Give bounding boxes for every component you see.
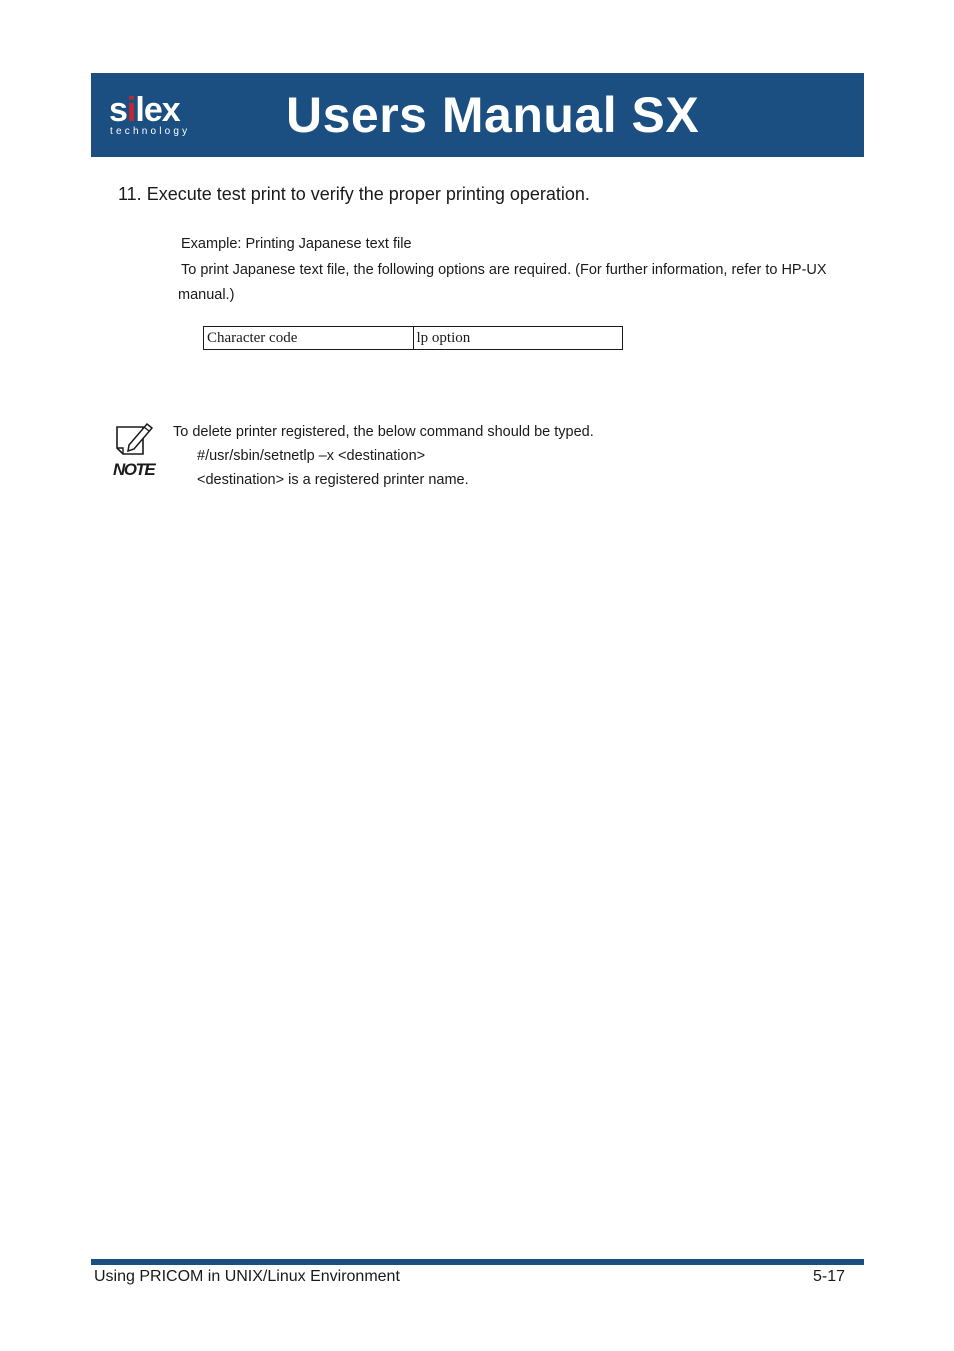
logo-tagline: technology — [110, 126, 191, 137]
example-label: Example: Printing Japanese text file — [181, 236, 412, 252]
page-title: Users Manual SX — [286, 87, 700, 143]
logo-wordmark: silex — [109, 91, 180, 129]
silex-logo — [109, 91, 209, 139]
footer-page-number: 5-17 — [813, 1268, 846, 1285]
note-command: #/usr/sbin/setnetlp –x <destination> — [197, 448, 426, 464]
option-table — [203, 326, 623, 350]
note-label: NOTE — [113, 460, 155, 479]
header-bar — [91, 73, 864, 157]
example-description: To print Japanese text file, the following options are required. (For further information, refer to HP-UX manual.) — [178, 262, 827, 303]
footer-section-title: Using PRICOM in UNIX/Linux Environment — [94, 1268, 400, 1285]
note-text: To delete printer registered, the below command should be typed. — [173, 424, 594, 440]
note-icon — [113, 418, 163, 482]
note-explanation: <destination> is a registered printer name. — [197, 472, 469, 488]
table-row — [204, 327, 623, 350]
table-header-lp-option: lp option — [413, 327, 623, 350]
note-pencil-icon — [113, 418, 157, 458]
table-header-character-code: Character code — [204, 327, 414, 350]
step-text: 11. Execute test print to verify the proper printing operation. — [118, 184, 590, 204]
footer-bar — [91, 1259, 864, 1265]
